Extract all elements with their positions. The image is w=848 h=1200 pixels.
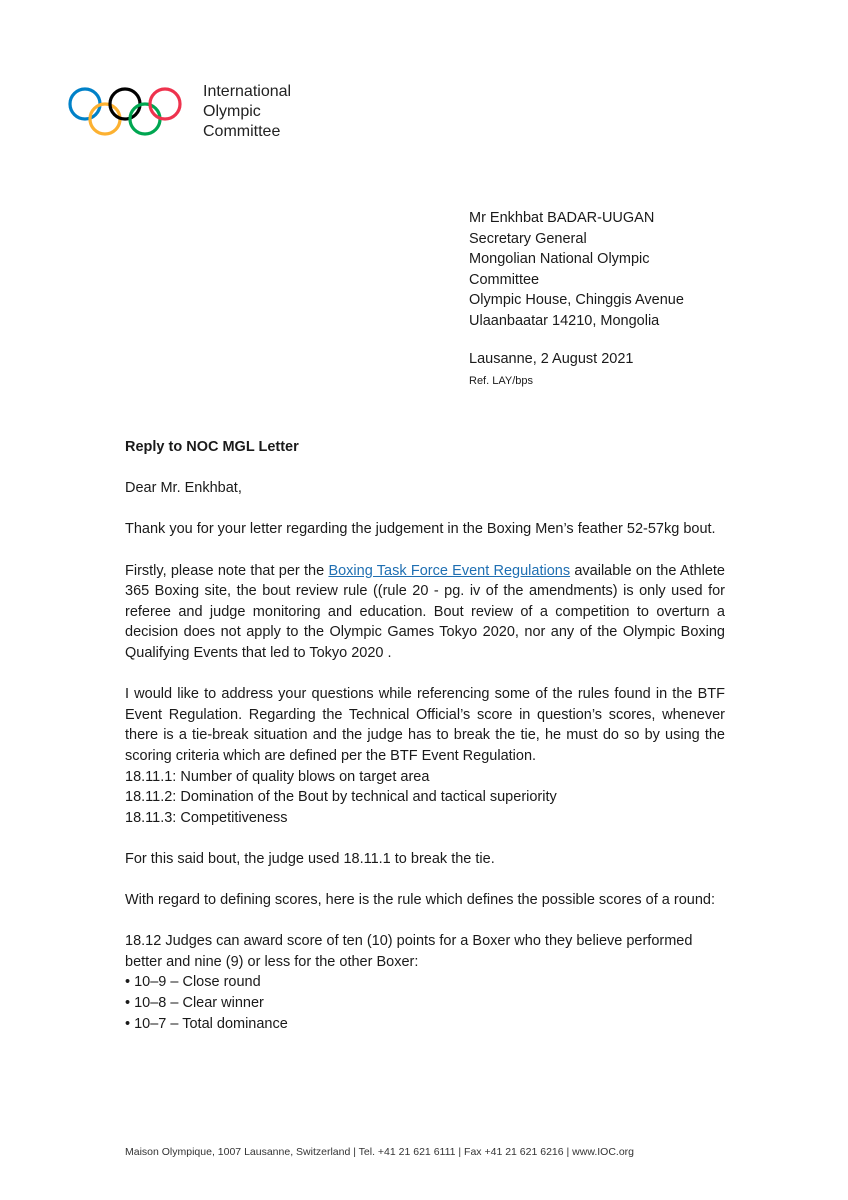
letter-body — [125, 437, 725, 1034]
recipient-org: Committee — [469, 271, 540, 288]
salutation: Dear Mr. Enkhbat, — [125, 480, 242, 497]
letter-ref: Ref. LAY/bps — [469, 375, 533, 387]
criteria-item: 18.11.2: Domination of the Bout by technical and tactical superiority — [125, 789, 557, 806]
recipient-title: Secretary General — [469, 230, 587, 247]
recipient-name: Mr Enkhbat BADAR-UUGAN — [469, 210, 655, 226]
paragraph-judge-used: For this said bout, the judge used 18.11.1 to break the tie. — [125, 850, 495, 867]
ioc-logo — [68, 80, 308, 144]
paragraph-tie-break: I would like to address your questions while referencing some of the rules found in the BTF Event Regulation. Regarding the Technical Official’s score in question’s scores, whenever there is a tie-break situation and the judge has to break the tie, he must do so by using the scoring criteria which are defined per the BTF Event Regulation. — [125, 686, 725, 764]
olympic-rings-icon — [68, 84, 184, 142]
recipient-city: Ulaanbaatar 14210, Mongolia — [469, 312, 660, 329]
paragraph-text: Firstly, please note that per the — [125, 562, 329, 579]
org-name-line: International — [203, 83, 292, 100]
org-name-line: Olympic — [203, 103, 261, 120]
paragraph-rule-18-12: 18.12 Judges can award score of ten (10) points for a Boxer who they believe performed better and nine (9) or less for the other Boxer: — [125, 933, 693, 970]
footer-address: Maison Olympique, 1007 Lausanne, Switzerland | Tel. +41 21 621 6111 | Fax +41 21 621 6216 | www.IOC.org — [125, 1146, 634, 1158]
criteria-item: 18.11.3: Competitiveness — [125, 809, 288, 826]
score-item: • 10–9 – Close round — [125, 974, 261, 991]
recipient-address — [469, 208, 684, 332]
recipient-street: Olympic House, Chinggis Avenue — [469, 292, 684, 309]
letter-date: Lausanne, 2 August 2021 — [469, 351, 634, 367]
org-name — [203, 82, 291, 142]
score-item: • 10–8 – Clear winner — [125, 995, 264, 1012]
criteria-item: 18.11.1: Number of quality blows on target area — [125, 768, 430, 785]
org-name-line: Committee — [203, 123, 281, 140]
recipient-org: Mongolian National Olympic — [469, 251, 650, 268]
letter-subject: Reply to NOC MGL Letter — [125, 439, 299, 455]
btf-regulations-link[interactable]: Boxing Task Force Event Regulations — [328, 562, 571, 579]
paragraph-scores-intro: With regard to defining scores, here is the rule which defines the possible scores of a round: — [125, 892, 715, 909]
score-item: • 10–7 – Total dominance — [125, 1015, 288, 1032]
paragraph-thanks: Thank you for your letter regarding the judgement in the Boxing Men’s feather 52-57kg bout. — [125, 521, 716, 538]
paragraph-text: available on the Athlete 365 Boxing site, the bout review rule ((rule 20 - pg. iv of the amendments) is only used for referee and judge monitoring and education. Bout review of a competition to overturn a decision does not apply to the Olympic Games Tokyo 2020, nor any of the Olympic Boxing Qualifying Events that led to Tokyo 2020 . — [125, 562, 725, 661]
paragraph-bout-review — [125, 561, 725, 664]
